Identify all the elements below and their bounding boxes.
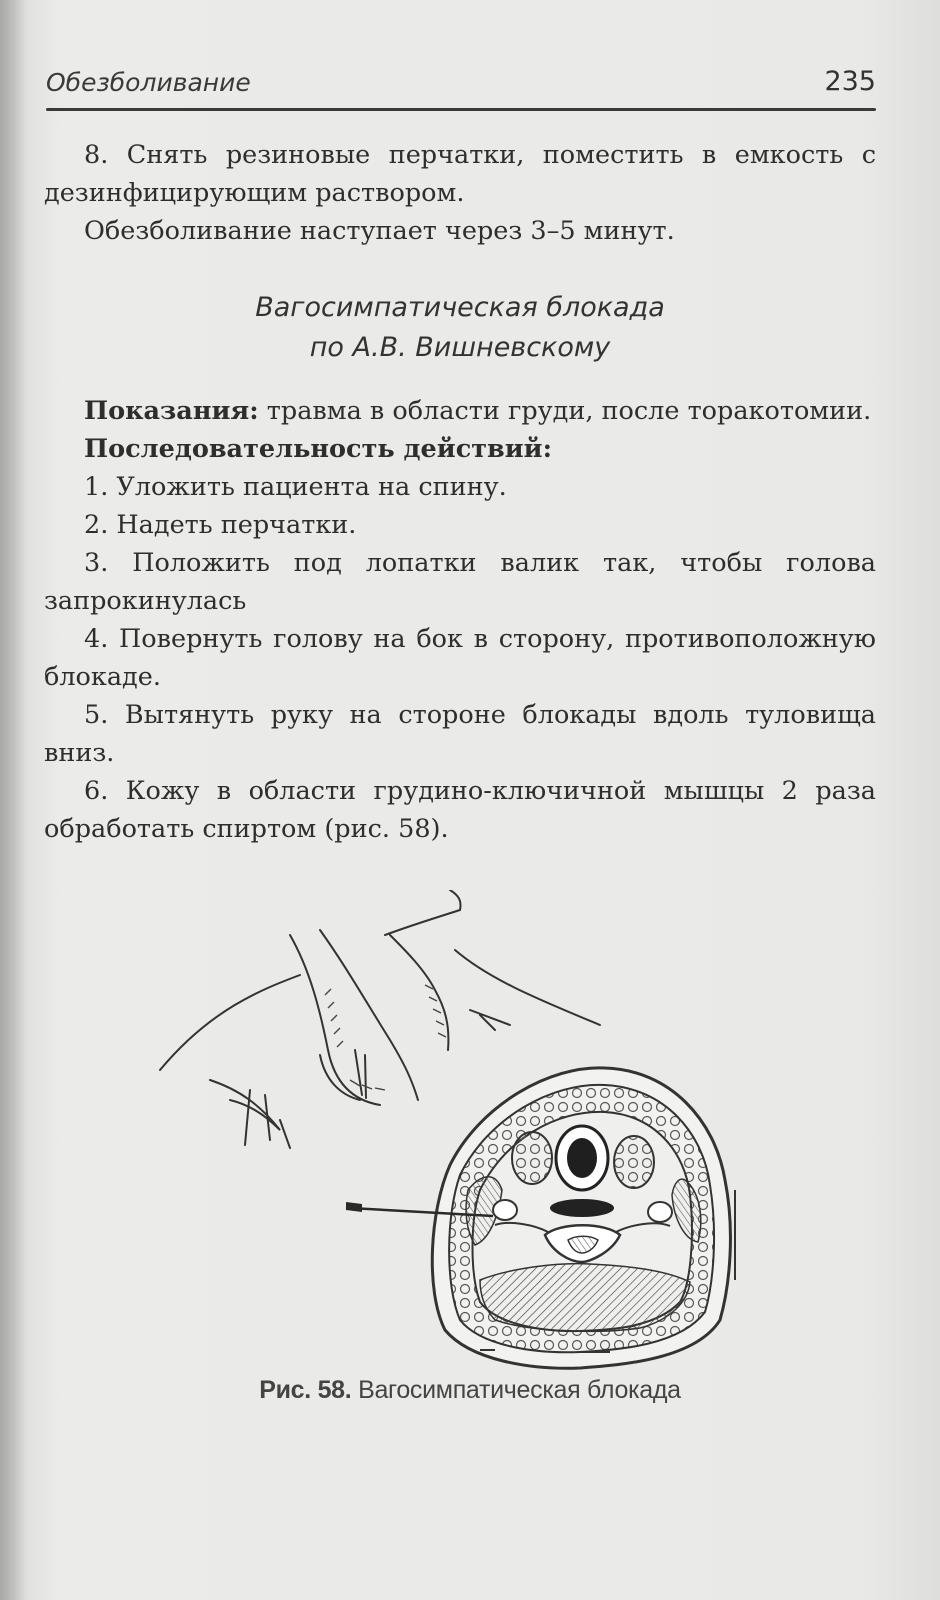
section-title: Обезболивание — [46, 68, 251, 97]
step-3: 3. Положить под лопатки валик так, чтобы голова запрокинулась — [44, 548, 876, 616]
indications-text: травма в области груди, после торакотомии. — [258, 396, 872, 426]
cross-section — [432, 1068, 735, 1368]
figure-caption — [0, 1376, 940, 1405]
section-heading — [44, 288, 876, 368]
page-number: 235 — [824, 66, 876, 97]
body-text — [44, 136, 876, 848]
step-2: 2. Надеть перчатки. — [84, 510, 357, 540]
running-head — [46, 64, 876, 104]
sequence-label: Последовательность действий: — [84, 434, 552, 464]
step-5: 5. Вытянуть руку на стороне блокады вдоль туловища вниз. — [44, 700, 876, 768]
gutter-shadow — [0, 0, 26, 1600]
heading-line-2: по А.В. Вишневскому — [309, 332, 611, 363]
onset-note: Обезболивание наступает через 3–5 минут. — [84, 216, 675, 246]
step-4: 4. Повернуть голову на бок в сторону, противоположную блокаде. — [44, 624, 876, 692]
neck-cross-section-illustration — [150, 890, 770, 1370]
step-1: 1. Уложить пациента на спину. — [84, 472, 507, 502]
caption-text: Вагосимпатическая блокада — [351, 1376, 681, 1404]
figure-drawing — [150, 890, 770, 1370]
header-rule — [46, 108, 876, 111]
neck-hatching — [325, 985, 446, 1090]
indications-paragraph — [44, 392, 876, 430]
heading-line-1: Вагосимпатическая блокада — [255, 292, 665, 323]
indications-label: Показания: — [84, 396, 259, 426]
step-8: 8. Снять резиновые перчатки, поместить в емкость с дезинфицирующим раствором. — [44, 140, 876, 208]
caption-label: Рис. 58. — [259, 1376, 352, 1404]
step-6: 6. Кожу в области грудино-ключичной мышцы 2 раза обработать спиртом (рис. 58). — [44, 776, 876, 844]
